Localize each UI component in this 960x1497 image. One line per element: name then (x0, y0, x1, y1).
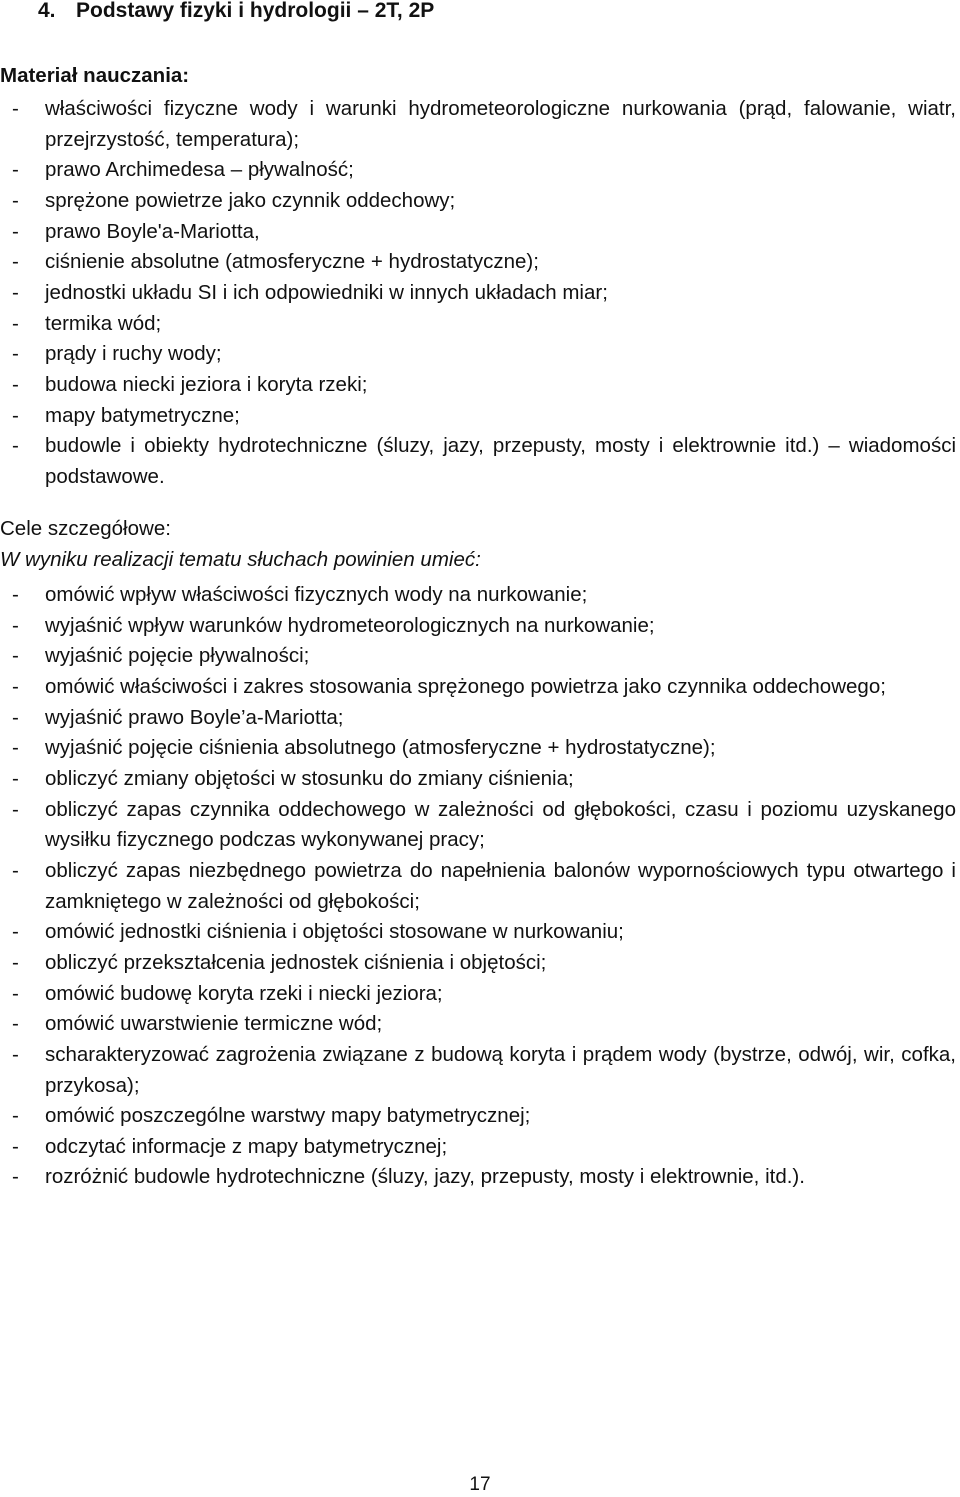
list-item: - wyjaśnić pojęcie pływalności; (0, 641, 956, 672)
goals-label: Cele szczegółowe: (0, 517, 171, 540)
list-item: - prawo Boyle'a-Mariotta, (0, 217, 956, 248)
section-heading (0, 0, 960, 24)
list-item: - omówić jednostki ciśnienia i objętości stosowane w nurkowaniu; (0, 917, 956, 948)
list-item: - obliczyć zmiany objętości w stosunku do zmiany ciśnienia; (0, 764, 956, 795)
list-item: - prądy i ruchy wody; (0, 339, 956, 370)
list-item: - obliczyć zapas czynnika oddechowego w zależności od głębokości, czasu i poziomu uzyskanego wysiłku fizycznego podczas wykonywanej pracy; (0, 795, 956, 856)
list-item: - mapy batymetryczne; (0, 401, 956, 432)
list-item: - jednostki układu SI i ich odpowiedniki w innych układach miar; (0, 278, 956, 309)
list-item: - rozróżnić budowle hydrotechniczne (śluzy, jazy, przepusty, mosty i elektrownie, itd.). (0, 1162, 956, 1193)
section-title: Podstawy fizyki i hydrologii – 2T, 2P (76, 0, 435, 22)
list-item: - sprężone powietrze jako czynnik oddechowy; (0, 186, 956, 217)
list-item: - właściwości fizyczne wody i warunki hydrometeorologiczne nurkowania (prąd, falowanie, wiatr, przejrzystość, temperatura); (0, 94, 956, 155)
list-item: - prawo Archimedesa – pływalność; (0, 155, 956, 186)
list-item: - omówić budowę koryta rzeki i niecki jeziora; (0, 979, 956, 1010)
list-item: - omówić wpływ właściwości fizycznych wody na nurkowanie; (0, 580, 956, 611)
list-item: - budowa niecki jeziora i koryta rzeki; (0, 370, 956, 401)
list-item: - omówić uwarstwienie termiczne wód; (0, 1009, 956, 1040)
list-item: - wyjaśnić prawo Boyle’a-Mariotta; (0, 703, 956, 734)
material-list (0, 94, 956, 493)
material-label: Materiał nauczania: (0, 64, 190, 87)
page-number: 17 (469, 1474, 491, 1495)
list-item: - scharakteryzować zagrożenia związane z budową koryta i prądem wody (bystrze, odwój, wir, cofka, przykosa); (0, 1040, 956, 1101)
goals-list (0, 580, 956, 1193)
list-item: - odczytać informacje z mapy batymetrycznej; (0, 1132, 956, 1163)
list-item: - wyjaśnić wpływ warunków hydrometeorologicznych na nurkowanie; (0, 611, 956, 642)
list-item: - termika wód; (0, 309, 956, 340)
list-item: - wyjaśnić pojęcie ciśnienia absolutnego (atmosferyczne + hydrostatyczne); (0, 733, 956, 764)
list-item: - obliczyć zapas niezbędnego powietrza do napełnienia balonów wypornościowych typu otwartego i zamkniętego w zależności od głębokości; (0, 856, 956, 917)
list-item: - budowle i obiekty hydrotechniczne (śluzy, jazy, przepusty, mosty i elektrownie itd.) – wiadomości podstawowe. (0, 431, 956, 492)
list-item: - obliczyć przekształcenia jednostek ciśnienia i objętości; (0, 948, 956, 979)
list-item: - omówić właściwości i zakres stosowania sprężonego powietrza jako czynnika oddechowego; (0, 672, 956, 703)
section-number: 4. (38, 0, 56, 22)
list-item: - ciśnienie absolutne (atmosferyczne + hydrostatyczne); (0, 247, 956, 278)
list-item: - omówić poszczególne warstwy mapy batymetrycznej; (0, 1101, 956, 1132)
goals-intro: W wyniku realizacji tematu słuchach powinien umieć: (0, 548, 481, 571)
